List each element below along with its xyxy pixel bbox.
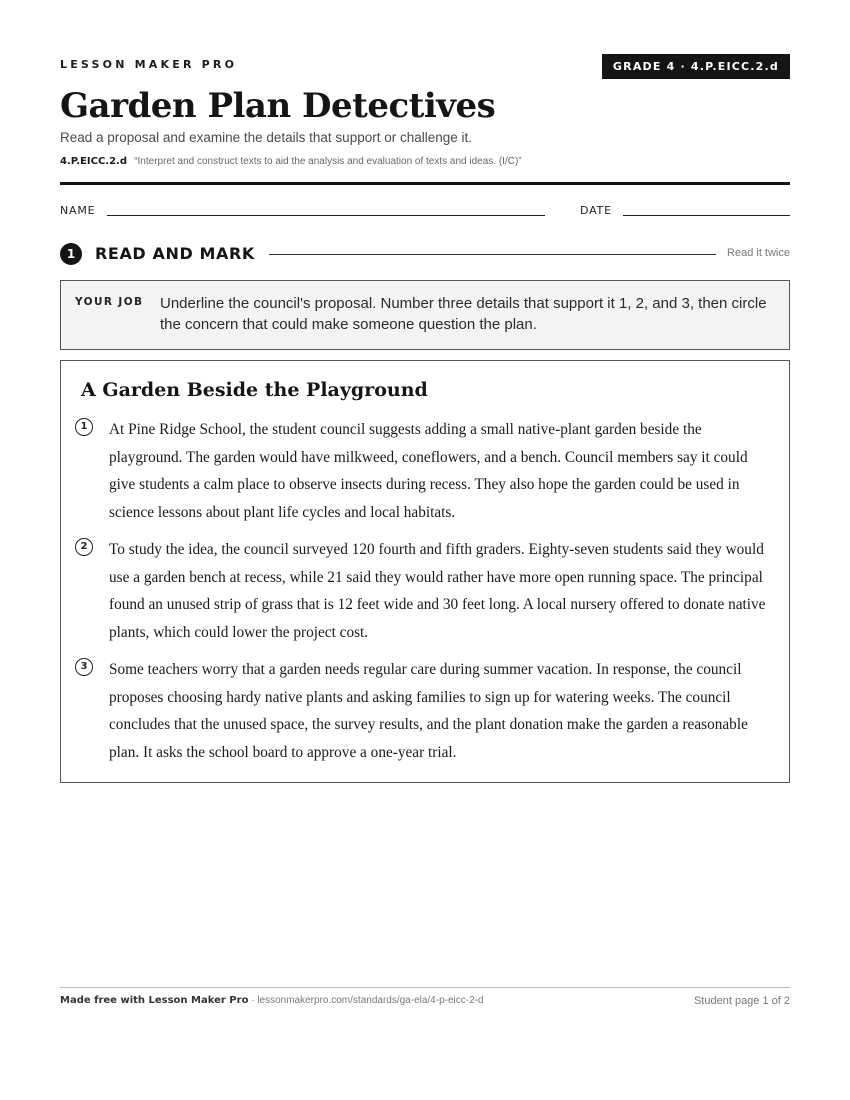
- name-date-row: [60, 204, 790, 220]
- reading-passage: [60, 360, 790, 783]
- passage-title: A Garden Beside the Playground: [81, 379, 428, 401]
- job-instructions: Underline the council's proposal. Number three details that support it 1, 2, and 3, then circle the concern that could make someone question the plan.: [160, 295, 767, 333]
- brand-name: LESSON MAKER PRO: [60, 58, 238, 71]
- paragraph-text: Some teachers worry that a garden needs regular care during summer vacation. In response, the council proposes choosing hardy native plants and asking families to sign up for watering weeks. The council concludes that the unused space, the survey results, and the plant donation make the garden a reasonable plan. It asks the school board to approve a one-year trial.: [109, 661, 748, 761]
- section-divider: [269, 254, 716, 255]
- header-bar: [60, 54, 790, 80]
- paragraph-number: 3: [75, 658, 93, 676]
- date-label: DATE: [580, 204, 612, 217]
- name-field[interactable]: [107, 215, 545, 216]
- standard-line: [60, 156, 522, 167]
- page-subtitle: Read a proposal and examine the details that support or challenge it.: [60, 130, 473, 145]
- paragraph-number: 2: [75, 538, 93, 556]
- standard-code: 4.P.EICC.2.d: [60, 156, 127, 167]
- your-job-box: [60, 280, 790, 350]
- section-note: Read it twice: [727, 247, 790, 259]
- standard-description: “Interpret and construct texts to aid the analysis and evaluation of texts and ideas. (I/C)”: [134, 156, 522, 167]
- section-number-badge: 1: [60, 243, 82, 265]
- page-indicator: Student page 1 of 2: [693, 995, 790, 1007]
- section-header: [60, 242, 790, 266]
- date-field[interactable]: [623, 215, 790, 216]
- name-label: NAME: [60, 204, 96, 217]
- paragraph-number: 1: [75, 418, 93, 436]
- footer-url[interactable]: · lessonmakerpro.com/standards/ga-ela/4-p-eicc-2-d: [248, 995, 484, 1006]
- paragraph-text: To study the idea, the council surveyed 120 fourth and fifth graders. Eighty-seven students said they would use a garden bench at recess, while 21 said they would rather have more open running space. The principal found an unused strip of grass that is 12 feet wide and 30 feet long. A local nursery offered to donate native plants, which could lower the project cost.: [109, 541, 766, 641]
- section-title: READ AND MARK: [95, 244, 255, 263]
- paragraph-text: At Pine Ridge School, the student council suggests adding a small native-plant garden beside the playground. The garden would have milkweed, coneflowers, and a bench. Council members say it could give students a calm place to observe insects during recess. They also hope the garden could be used in science lessons about plant life cycles and local habitats.: [109, 421, 748, 521]
- job-label: YOUR JOB: [75, 296, 144, 308]
- grade-badge: GRADE 4 · 4.P.EICC.2.d: [602, 54, 790, 79]
- footer-credit-line: [60, 995, 484, 1006]
- footer-divider: [60, 987, 790, 988]
- header-divider: [60, 182, 790, 185]
- page-title: Garden Plan Detectives: [60, 86, 496, 126]
- footer-credit: Made free with Lesson Maker Pro: [60, 995, 249, 1006]
